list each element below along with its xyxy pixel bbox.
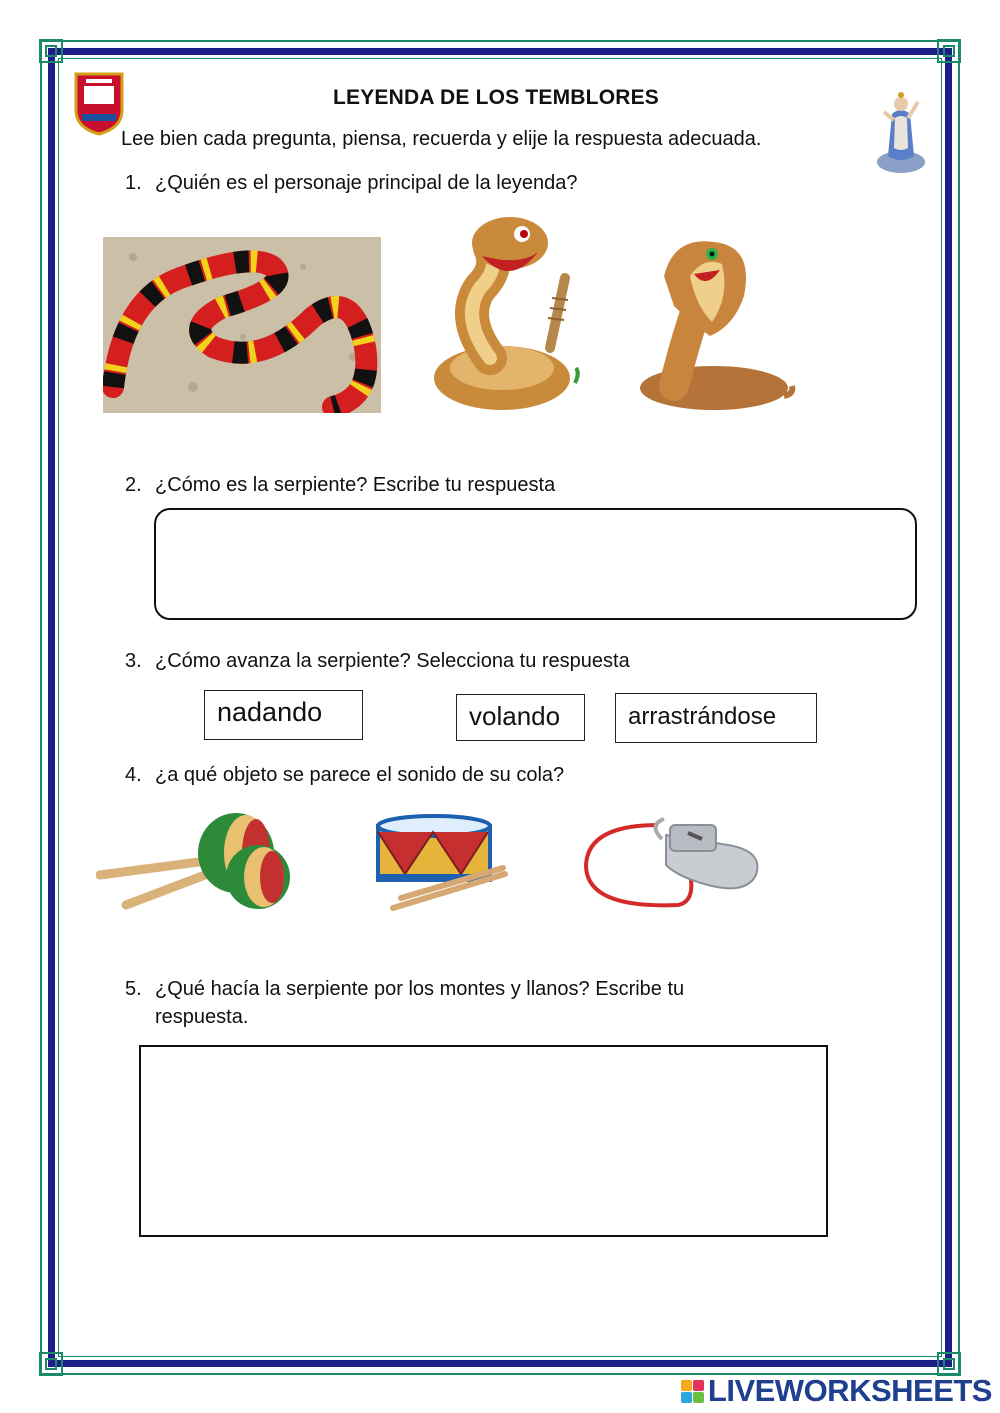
question-5-number: 5. (125, 978, 142, 1000)
liveworksheets-logo (681, 1373, 992, 1409)
corner-ornament-top-right (936, 38, 962, 64)
question-1-text: ¿Quién es el personaje principal de la leyenda? (155, 172, 578, 194)
question-1 (125, 172, 578, 195)
question-3-number: 3. (125, 650, 142, 672)
maracas-image[interactable] (96, 805, 294, 915)
question-4 (125, 764, 564, 787)
instructions-text: Lee bien cada pregunta, piensa, recuerda y elije la respuesta adecuada. (121, 128, 762, 150)
coral-snake-image[interactable] (103, 237, 381, 413)
cobra-cartoon-image[interactable] (634, 236, 796, 414)
option-arrastrandose[interactable]: arrastrándose (615, 693, 817, 743)
question-5-text-line-1: ¿Qué hacía la serpiente por los montes y llanos? Escribe tu (155, 978, 685, 1000)
worksheet-title: LEYENDA DE LOS TEMBLORES (332, 86, 660, 109)
whistle-image[interactable] (578, 805, 766, 913)
question-5-answer-field[interactable] (139, 1045, 828, 1237)
question-2-number: 2. (125, 474, 142, 496)
question-3 (125, 650, 630, 673)
corner-ornament-top-left (38, 38, 64, 64)
option-nadando[interactable]: nadando (204, 690, 363, 740)
question-2 (125, 474, 555, 497)
question-2-text: ¿Cómo es la serpiente? Escribe tu respuesta (155, 474, 556, 496)
liveworksheets-logo-icon (681, 1380, 704, 1403)
rattlesnake-cartoon-image[interactable] (430, 208, 580, 413)
question-5 (125, 975, 684, 1031)
liveworksheets-brand-text: LIVEWORKSHEETS (707, 1373, 992, 1408)
drum-image[interactable] (375, 812, 510, 916)
question-2-answer-field[interactable] (154, 508, 917, 620)
question-4-text: ¿a qué objeto se parece el sonido de su cola? (155, 764, 565, 786)
question-5-text-line-2: respuesta. (155, 1006, 249, 1028)
option-volando[interactable]: volando (456, 694, 585, 741)
question-4-number: 4. (125, 764, 142, 786)
corner-ornament-bottom-left (38, 1351, 64, 1377)
question-3-text: ¿Cómo avanza la serpiente? Selecciona tu respuesta (155, 650, 630, 672)
question-1-number: 1. (125, 172, 142, 194)
